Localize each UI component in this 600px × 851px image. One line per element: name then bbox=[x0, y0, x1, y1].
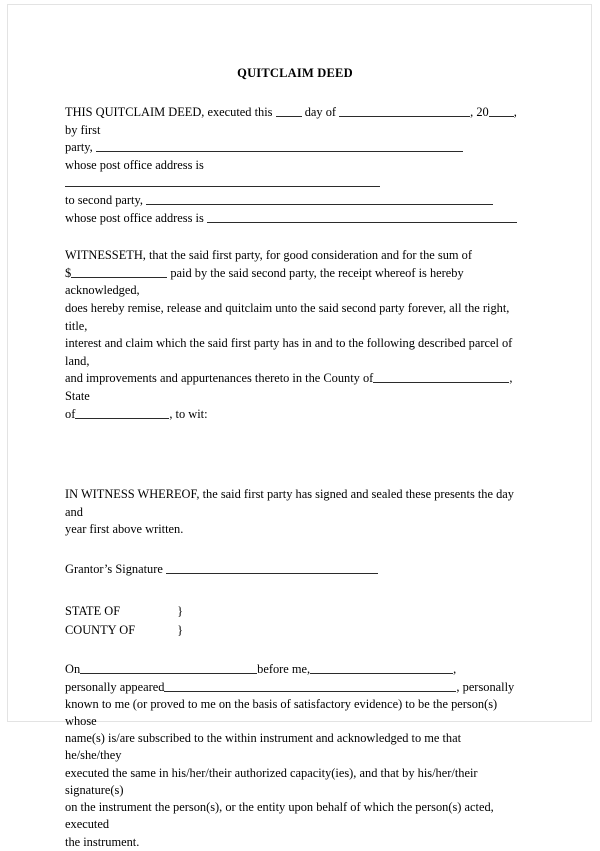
execution-line1-suffix: , by first bbox=[65, 105, 517, 137]
state-brace: } bbox=[177, 604, 184, 619]
legal-description-blank-area bbox=[65, 423, 517, 486]
notary-acknowledgment-paragraph bbox=[65, 661, 517, 850]
notary-before-me-label: before me, bbox=[257, 662, 311, 677]
blank-month[interactable] bbox=[339, 105, 470, 117]
witnesseth-line1: WITNESSETH, that the said first party, for good consideration and for the sum of bbox=[65, 248, 472, 263]
witnesseth-line5-prefix: and improvements and appurtenances thereto in the County of bbox=[65, 371, 374, 386]
blank-second-party-address[interactable] bbox=[207, 211, 517, 223]
witnesseth-line3: does hereby remise, release and quitclaim unto the said second party forever, all the right, title, bbox=[65, 300, 510, 333]
blank-day[interactable] bbox=[276, 105, 302, 117]
execution-line1-dayof: day of bbox=[304, 105, 337, 119]
venue-county-row bbox=[65, 621, 183, 640]
blank-first-party-name[interactable] bbox=[96, 140, 463, 152]
spacer-before-witnesseth bbox=[65, 227, 517, 247]
spacer-before-signature bbox=[65, 539, 517, 561]
notary-line7: the instrument. bbox=[65, 834, 140, 849]
blank-person-appeared[interactable] bbox=[164, 680, 456, 692]
notary-line6: on the instrument the person(s), or the entity upon behalf of which the person(s) acted, executed bbox=[65, 800, 494, 832]
witness-whereof-line1: IN WITNESS WHEREOF, the said first party has signed and sealed these presents the day and bbox=[65, 487, 514, 519]
venue-block bbox=[65, 602, 183, 640]
spacer-after-title bbox=[65, 81, 517, 104]
witnesseth-line5-suffix: , State bbox=[65, 371, 513, 403]
witness-whereof-paragraph bbox=[65, 486, 517, 539]
notary-on-label: On bbox=[65, 662, 81, 677]
blank-grantor-signature[interactable] bbox=[166, 562, 378, 574]
execution-line3-label: whose post office address is bbox=[65, 157, 204, 172]
witnesseth-line6-suffix: , to wit: bbox=[169, 406, 208, 421]
blank-notary-name[interactable] bbox=[310, 662, 453, 674]
blank-notary-date[interactable] bbox=[80, 662, 257, 674]
notary-line1-suffix: , bbox=[453, 662, 457, 677]
execution-line5-label: whose post office address is bbox=[65, 210, 204, 225]
witness-whereof-line2: year first above written. bbox=[65, 522, 184, 537]
spacer-before-notary bbox=[65, 640, 517, 661]
blank-first-party-address[interactable] bbox=[65, 175, 380, 187]
document-title: QUITCLAIM DEED bbox=[237, 66, 353, 80]
blank-consideration-amount[interactable] bbox=[71, 266, 167, 278]
notary-personally-appeared-label: personally appeared bbox=[65, 679, 165, 694]
witnesseth-line6-prefix: of bbox=[65, 406, 76, 421]
blank-second-party-name[interactable] bbox=[146, 193, 493, 205]
execution-line1-year-prefix: , 20 bbox=[470, 105, 489, 119]
execution-line4-label: to second party, bbox=[65, 192, 143, 207]
execution-line2-label: party, bbox=[65, 140, 93, 155]
blank-year[interactable] bbox=[489, 105, 514, 117]
notary-line2-suffix: , personally bbox=[456, 679, 515, 694]
document-content bbox=[65, 0, 517, 851]
grantor-signature-label: Grantor’s Signature bbox=[65, 561, 163, 576]
witnesseth-line2-suffix: paid by the said second party, the receipt whereof is hereby acknowledged, bbox=[65, 265, 464, 298]
witnesseth-dollar-sign: $ bbox=[65, 265, 72, 280]
venue-state-row bbox=[65, 602, 183, 621]
witnesseth-line4: interest and claim which the said first party has in and to the following described parcel of land, bbox=[65, 336, 513, 368]
blank-state[interactable] bbox=[75, 407, 169, 419]
county-brace: } bbox=[177, 623, 184, 638]
notary-line4: name(s) is/are subscribed to the within instrument and acknowledged to me that he/she/they bbox=[65, 731, 462, 763]
notary-line5: executed the same in his/her/their authorized capacity(ies), and that by his/her/their signature(s) bbox=[65, 765, 478, 797]
state-of-label: STATE OF bbox=[65, 604, 121, 619]
blank-county[interactable] bbox=[373, 371, 509, 383]
notary-line3: known to me (or proved to me on the basis of satisfactory evidence) to be the person(s) whose bbox=[65, 696, 498, 729]
witnesseth-paragraph bbox=[65, 247, 517, 423]
spacer-before-venue bbox=[65, 578, 517, 602]
execution-line1-prefix: THIS QUITCLAIM DEED, executed this bbox=[65, 105, 273, 119]
grantor-signature-row bbox=[65, 561, 517, 579]
county-of-label: COUNTY OF bbox=[65, 623, 136, 638]
execution-paragraph bbox=[65, 104, 517, 227]
